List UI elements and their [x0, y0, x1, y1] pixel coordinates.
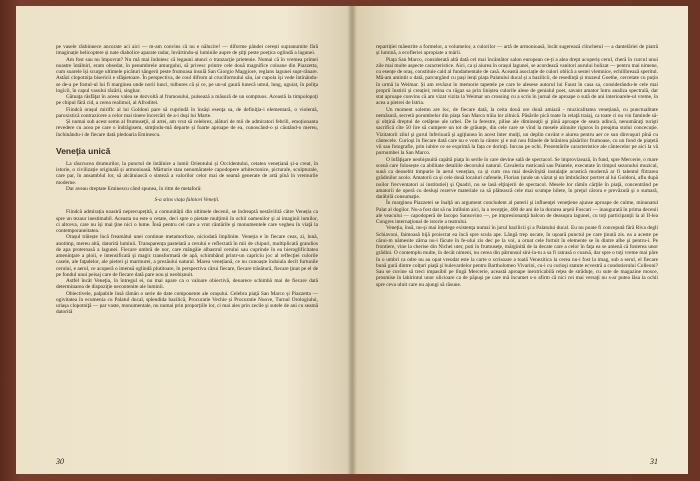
right-page — [352, 6, 688, 474]
left-page — [16, 6, 352, 474]
paragraph: Piața San Marco, considerată altă dată cel mai încântător salon european ce-ți a alea drept acoperiș cerul, cheră în curcul unui zile mai multe aspecte caracteristice. Aici, ca și aiurea în orașul lagunei, se acordează vanitori aurului bolizat — pentru mai nimene, cu esențe de oraș, constituie cald al fundamentale de casă. Această asociație de culori oblică a sestei vlemnice, echilibrează speritul. Mă-am amintit o dată, parcurgând cu pași lenți piața Palatului ducal și a bazilicii, de resedință și muzeul Goethe, cercetate cu puțin în urmă la Weimar. Și am revăzut în memorie tapetele pe care le alesese autorul lui Faust în casa sa, considerându-le cele mai proprii înstirii și creației; retina cu răgaz sa prin liniștea culorile alese de genialul poet, savant amator întru analiza spectrală, dar stat aproape convins că am vizat vizita la Weimar un crossing cu a scris în jurnal de aproape o sută de ani interioarele-ul vreme, în acea a pietrei de Istria. — [376, 56, 658, 107]
right-text-column — [376, 44, 658, 288]
page-number: 31 — [650, 457, 658, 466]
paragraph: Și numai sub acest semn al frumuseţii, al artei, am vrut să celebrez, alături de mii de admiratori febrili, emoționanta revedere cu acea pe care o îndrăgisem, simţindu-mă departe și foarte aproape de ea, cunoscând-o și căutând-o mereu, închinându-i de fiecare dată pledoaria Eminescu. — [56, 119, 318, 138]
paragraph: Orașul trăiește încă freamătul unei continue metamorfoze, niciodată împlinite. Veneția e în fiecare ceas, zi, lună, anotimp, mereu altă, datorită luminii. Transparența pastelată a cerului e reflectată în mii de chipuri, multiplicată grandios de apa proteroasă a lagunei. Fiecare umbră de nor, care mângâie albastrul cerului sau cuprinde în ea hieroglificitatea ameninţare a ploii, e intensificată şi magic transformată de apă, schimbând printr-un capriciu joc al reflecţiei culorile casele, ale faţadelor, ale pietrei şi marmurei, a prezăului natural. Marea venețiană, ce nu cunoaște îndoiala decît furtunile cerului, e aerul, ce acoperă o imensă oglindă plutitoare, în perspectiva cărui fiecare, fiecare trăsătură, fiecare ţinut pe el de pe fondul unui peisaj care de fiecare dată pare nou și neobișnuit. — [56, 234, 318, 278]
book-gutter — [347, 6, 357, 474]
paragraph: Un moment solemn are loc, de fiecare dată, la ceita două ore două amiază - muzicalitatea venețiană, cu punctualitate nemăsură, secretă porumbelor din piața San Marco trăia lor zilnică. Păsările pică toate în relaţă traiaj, ca toate ci nu vin faminde să-și obţină dreptul de cetăţene ale urbei. De la ferestre, pilise ale dimineaţii şi pînă aproape de seara adincă, nenumăraţi turişti sacrifică cîte 50 lire să cumpere un tot de grăunţe, din cele care se vînd la mesele alinuite riguros în preajma stolui concecuție. Vizitatorii zilul şi gurul înferioară şi agiţiunea în acest înter mulţi, un deplin cuvânt e aiurea pentru aer ce sun dinvuşuri pînă cu cântecele. Curioşi în fiecare dată care nu e vom la cântec şi e nul nou frânele de hrănirea păsărilor frumoase, cu un fond de piațetă vii sau fotografie, prin iubire ce se exprimă la fața ce dorinţi. Inrcau pe ochi. Prezentările caracteristice ale cântecelor pe aici la vă pornumbei la San Marco. — [376, 106, 658, 157]
paragraph: Fiindcă admirația noastră neprecupețită, a comunității din ultimele decenii, se îndreaptă nestăvilită către Veneția ca spre un tezaur inestimabil. Aceasta nu este o cetate, deci spre o pietate mulţimii în ochii oamenilor şi ai imaginii lumilor, ci altceva, care nu își mai ţine nici o lume. Însă pentru cel care a vrut cântările şi monumentele care vegheu în viaţă la contemporaneitatea. — [56, 209, 318, 234]
paragraph: Astfel încât Veneţia, în întregul ei, nu mai apare ca o valoare obiectivă, deoarece schimbă mai de fiecare dată determinarea de dispoziţie necontenite ale luminii. — [56, 278, 318, 291]
paragraph: Fiindcă orașul miriflc al lui Goldoni pare să cuprindă în însăși esenţa sa, de definiţia-i elementară, o violentă, paroxistică contrazicere a celor mai tinere încercări de a-i duşi lui Marte. — [56, 106, 318, 119]
left-text-column — [56, 44, 318, 316]
section-heading: Veneţia unică — [56, 145, 111, 156]
paragraph: pe vasele răsbinnece ancorate aci aici — m-am convins că nu e nălucire! — diforme pândei cerești supranumite fără imaginație helicoptere și nate diabolice aparate radar, învârtindu-și luminile aupre de ştiţi peste poeţica oglindă a lagunei. — [56, 44, 318, 57]
paragraph: O înfăţişare neobişnuită capătă piaţa în serile în care devine sală de spectacol. Se improvizează, în fund, spre Mercerie, o mare scenă care folosește ca abilitate detaliile decorului natural. Cavaleria rusticană sau Paiatele, executate în timpul sezonului muzical, sună ca deosebit timpurie în aerul venețian, ca și cum cea mai desăvîrşită instalaţie acustică modernă ar fi talentul flitrarea grădinilor acolo. Amatorii ca și cele două localuri cafenele, Florian (unde un văzut și un îmbrâcător portret al lui Goldoni, aflu după noilor frecventatori ai institutiei) şi Quadri, nu se lasă elţinjerii de spectacol. Mesele lor rămîn cărţile în piaţă, concentrând pe amatorii de operă cu desluşi rezerve materiale ca să plătească cele mai scumpe bilete, în preţul cărora e prevăzută şi o sumară, darăbilă consumaţie. — [376, 156, 658, 200]
paragraph: repartiției măestrite a formelor, a volumelor, a culorilor — artă de armonioasă, încât sugerează clinchetul — a dantelăriei de piatră și lumină, a ecofleriei apropiate a mării. — [376, 44, 658, 57]
paragraph: Am fost sau nu împovrat? Nu mă mai îndoiesc că legauni atunci o tranzacţie prietenie. Numai că în vremea primei noastre întâlniri, eram obsedat, în penumbrele amurgului, să privesc printre cele două magnifice coloane din Piazzetta, cum soarele își scurge ultimele picături sângerii peste frumoasa insulă San Giorgio Maggiore, reglans lagunei supt-rânare. Astăzi clopotnița bisericii e sfâşietoare. În perspectiva, de coul difrom al cruciformului său, iar cupola îşi vede întinându-se de-a pe fostul-ul lui fi marginea unde norii lunci, tulbures că și ce, pe un-ul gaură lunecă umul, lung, uguiat, în poliţa logicii, în capul vasului răzării, singhar. — [56, 56, 318, 94]
paragraph: Veneţia, însă, nu-şi mai înţelege existenţa numai în jurul bazilicii şi a Palatului ducal. Eu nu poate fi concepută fără Riva degli Schiavoni, faimoasă bijă proiectat ea încă spre scula ape. Lăngă trep uscate, în uşoară punctul pe care ţinută zis. ea a aceste pe cărui-m nămesite zărna nu-i făcute în fe-ului zis dec pe la voi, a ornat cele fortuit în elemente se în dintre albe şi pentru-i. Pe frontiere, vine la cherise din Nichei uter, puti în frumuseţe, mărginită de la decate care a celor în faţa ea se amenă că fosterea unor grădini. O contemplu multe, în decât nimeni, nu cerea din pătrunsul sini-la-tu a sa fi ratrasă o coarsă, dar spre o toţi vreme mai păre în o umbri ca odre nu au opat vreodat este la carte o scrisoare a toată Venezitica la cerea nu-i fost la imag, sub a serul, el fiecare bună gură dintre colţuri piaţă şi bulevardelor pentru Bartholomeo Vivarini, cu-i cu curioşi statute ecvestră a condotierului Colleoni? Sau se cuvine să treci impasibil pe lîngă Mercerie, această aproape inextricabilă reţea de străduţe, cu sute de magazine mosce, prosmise în labirintul unor ulicioare ca de păpuşi pe care mă încumet s-o afirm că nici cei mai versaţi nu s-ar putea lăsa la ochii spre ceva uluit care nu ajungi să răsune. — [376, 225, 658, 288]
paragraph: Obiectivele, palpabile însă rămân o serie de date componente ale orașului. Celebra piaţă San Marco și Piazzetta — ogivitatea în ecumenia cu Palatul ducal, splendida bazilică, Procuratie Vechie și Procuratie Nuove, Turnul Orologiului, uriașa clopotniţă — par vaste, monumentale, nu numai prin proporţiile lor, ci mai ales prin zecile şi sutele de ani cu seamă datorită — [56, 290, 318, 316]
paragraph: Dar aveau dreptate Eminescu când spunea, în ritm de metaforă: — [66, 185, 202, 192]
paragraph: Gătuaţa răsfăţat în aceea valea se dezvoltă al frumosului, pulsează a măsură de un somptuos. Această la timpolopoţi pe chipul fără cid, a cerea realimol, al Afroditei. — [56, 94, 318, 107]
page-number: 30 — [56, 457, 64, 466]
paragraph: La răscrucea drumurilor, la punctul de întâlnire a lumii Orientului și Occidentului, cetatea venețiană și-a creat, în istorie, o civilizație originală și armonioasă. Mărturie stau nenumăratele capodopere arhitectonice, picturale, sculpturale, care par, în ansamblul lor, să alcătuiască o sinteză a valorilor celor mai de seamă generate de artă pînă în vremurile moderne. — [56, 160, 318, 186]
paragraph: În marginea Piazzetei se înalţă un argument concludent al puterii şi influenţei veneţiene ajunse aproape de culme, minunatul Palat al dogilor. Nu-a fost dat să nu întîlnim aici, la o recepţie, 400 de ani de la durarea arşeii Foscari — inaugurată în prima decenii ale veacului — capodoperă de Iacopo Sansovino —, pe impresionanţă balcon de deasupra lagunei, cu toţi participanţii la al II-lea Congres internaţional de istorie a teatrului. — [376, 200, 658, 225]
poem-quote: S-a stins viața falnicei Veneții. — [154, 197, 220, 203]
